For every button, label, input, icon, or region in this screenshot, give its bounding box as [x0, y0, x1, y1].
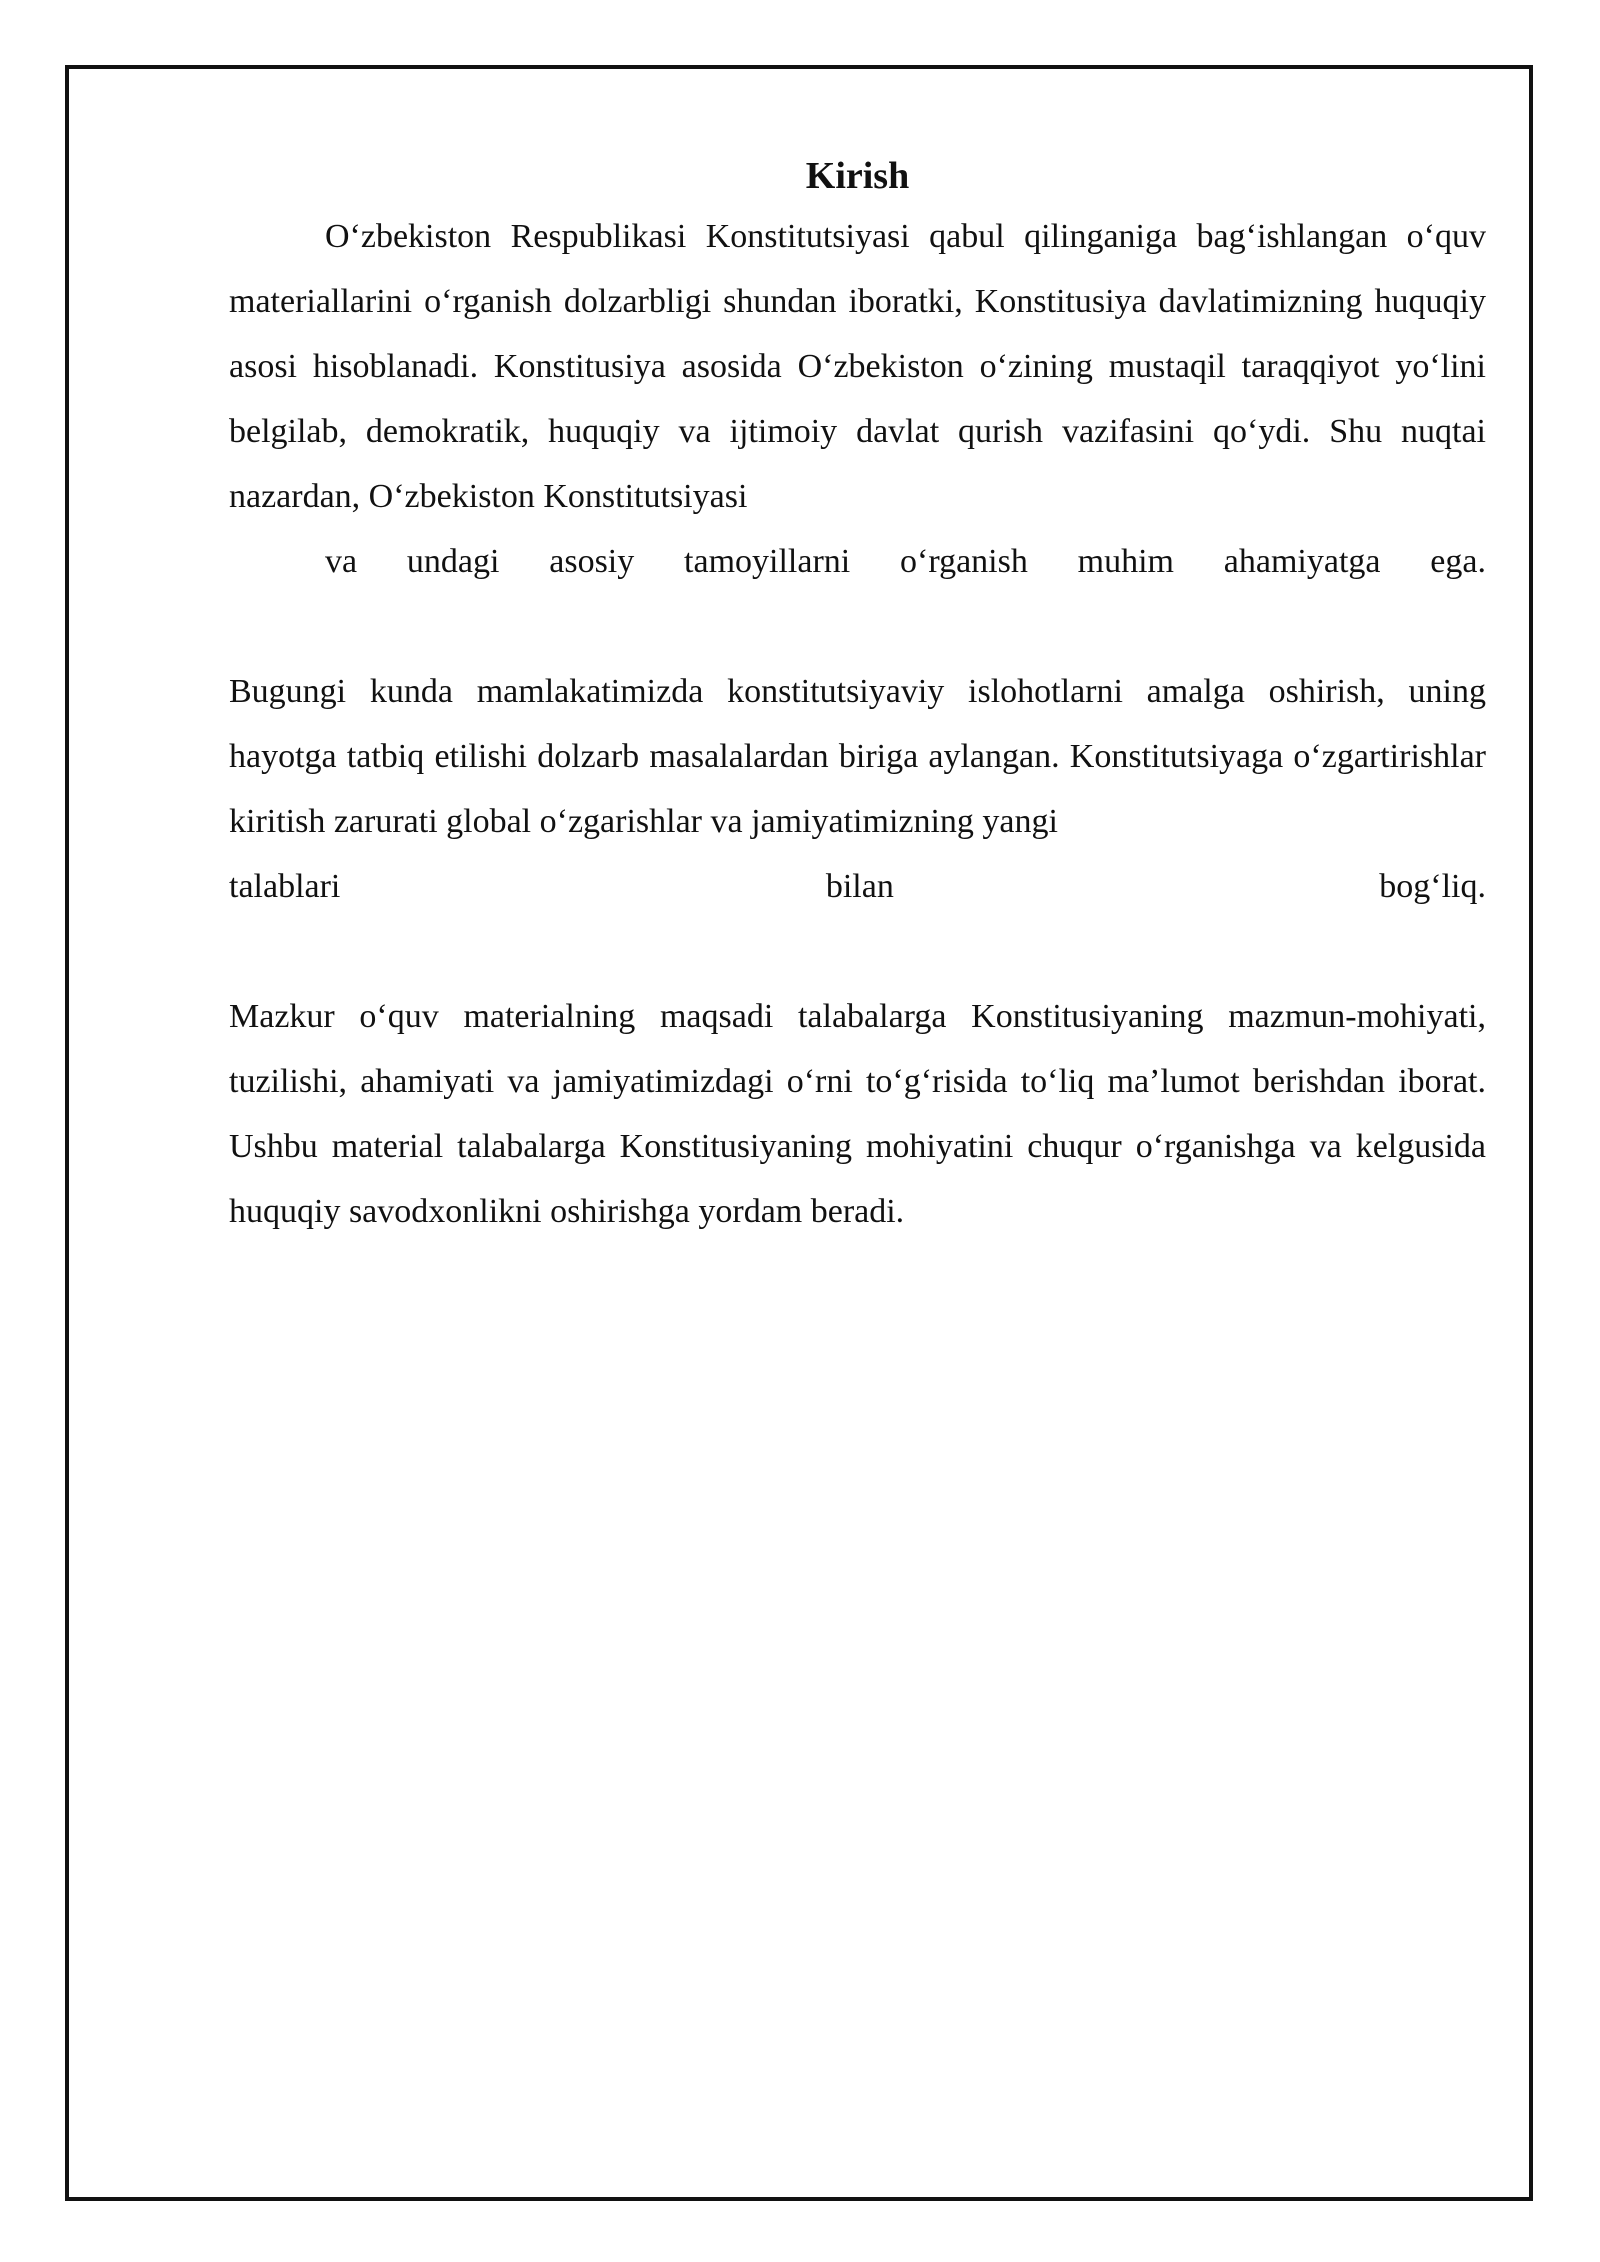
paragraph-2	[229, 659, 1486, 919]
paragraph-3-text: Mazkur o‘quv materialning maqsadi talabalarga Konstitusiyaning mazmun-mohiyati, tuzilishi, ahamiyati va jamiyatimizdagi o‘rni to‘g‘risida to‘liq ma’lumot berishdan iborat. Ushbu material talabalarga Konstitusiyaning mohiyatini chuqur o‘rganishga va kelgusida huquqiy savodxonlikni oshirishga yordam beradi.	[229, 998, 1486, 1230]
paragraph-2-last-line: talablari bilan bog‘liq.	[229, 868, 1486, 905]
paragraph-3	[229, 984, 1486, 1244]
paragraph-1-text: O‘zbekiston Respublikasi Konstitutsiyasi qabul qilinganiga bag‘ishlangan o‘quv materiallarini o‘rganish dolzarbligi shundan iboratki, Konstitusiya davlatimizning huquqiy asosi hisoblanadi. Konstitusiya asosida O‘zbekiston o‘zining mustaqil taraqqiyot yo‘lini belgilab, demokratik, huquqiy va ijtimoiy davlat qurish vazifasini qo‘ydi. Shu nuqtai nazardan, O‘zbekiston Konstitutsiyasi	[229, 218, 1486, 515]
document-body	[229, 150, 1486, 1244]
paragraph-1-last-line: va undagi asosiy tamoyillarni o‘rganish muhim ahamiyatga ega.	[325, 543, 1486, 580]
document-title: Kirish	[805, 155, 910, 197]
paragraph-1	[229, 204, 1486, 594]
paragraph-2-text: Bugungi kunda mamlakatimizda konstitutsiyaviy islohotlarni amalga oshirish, uning hayotga tatbiq etilishi dolzarb masalalardan biriga aylangan. Konstitutsiyaga o‘zgartirishlar kiritish zarurati global o‘zgarishlar va jamiyatimizning yangi	[229, 673, 1486, 840]
